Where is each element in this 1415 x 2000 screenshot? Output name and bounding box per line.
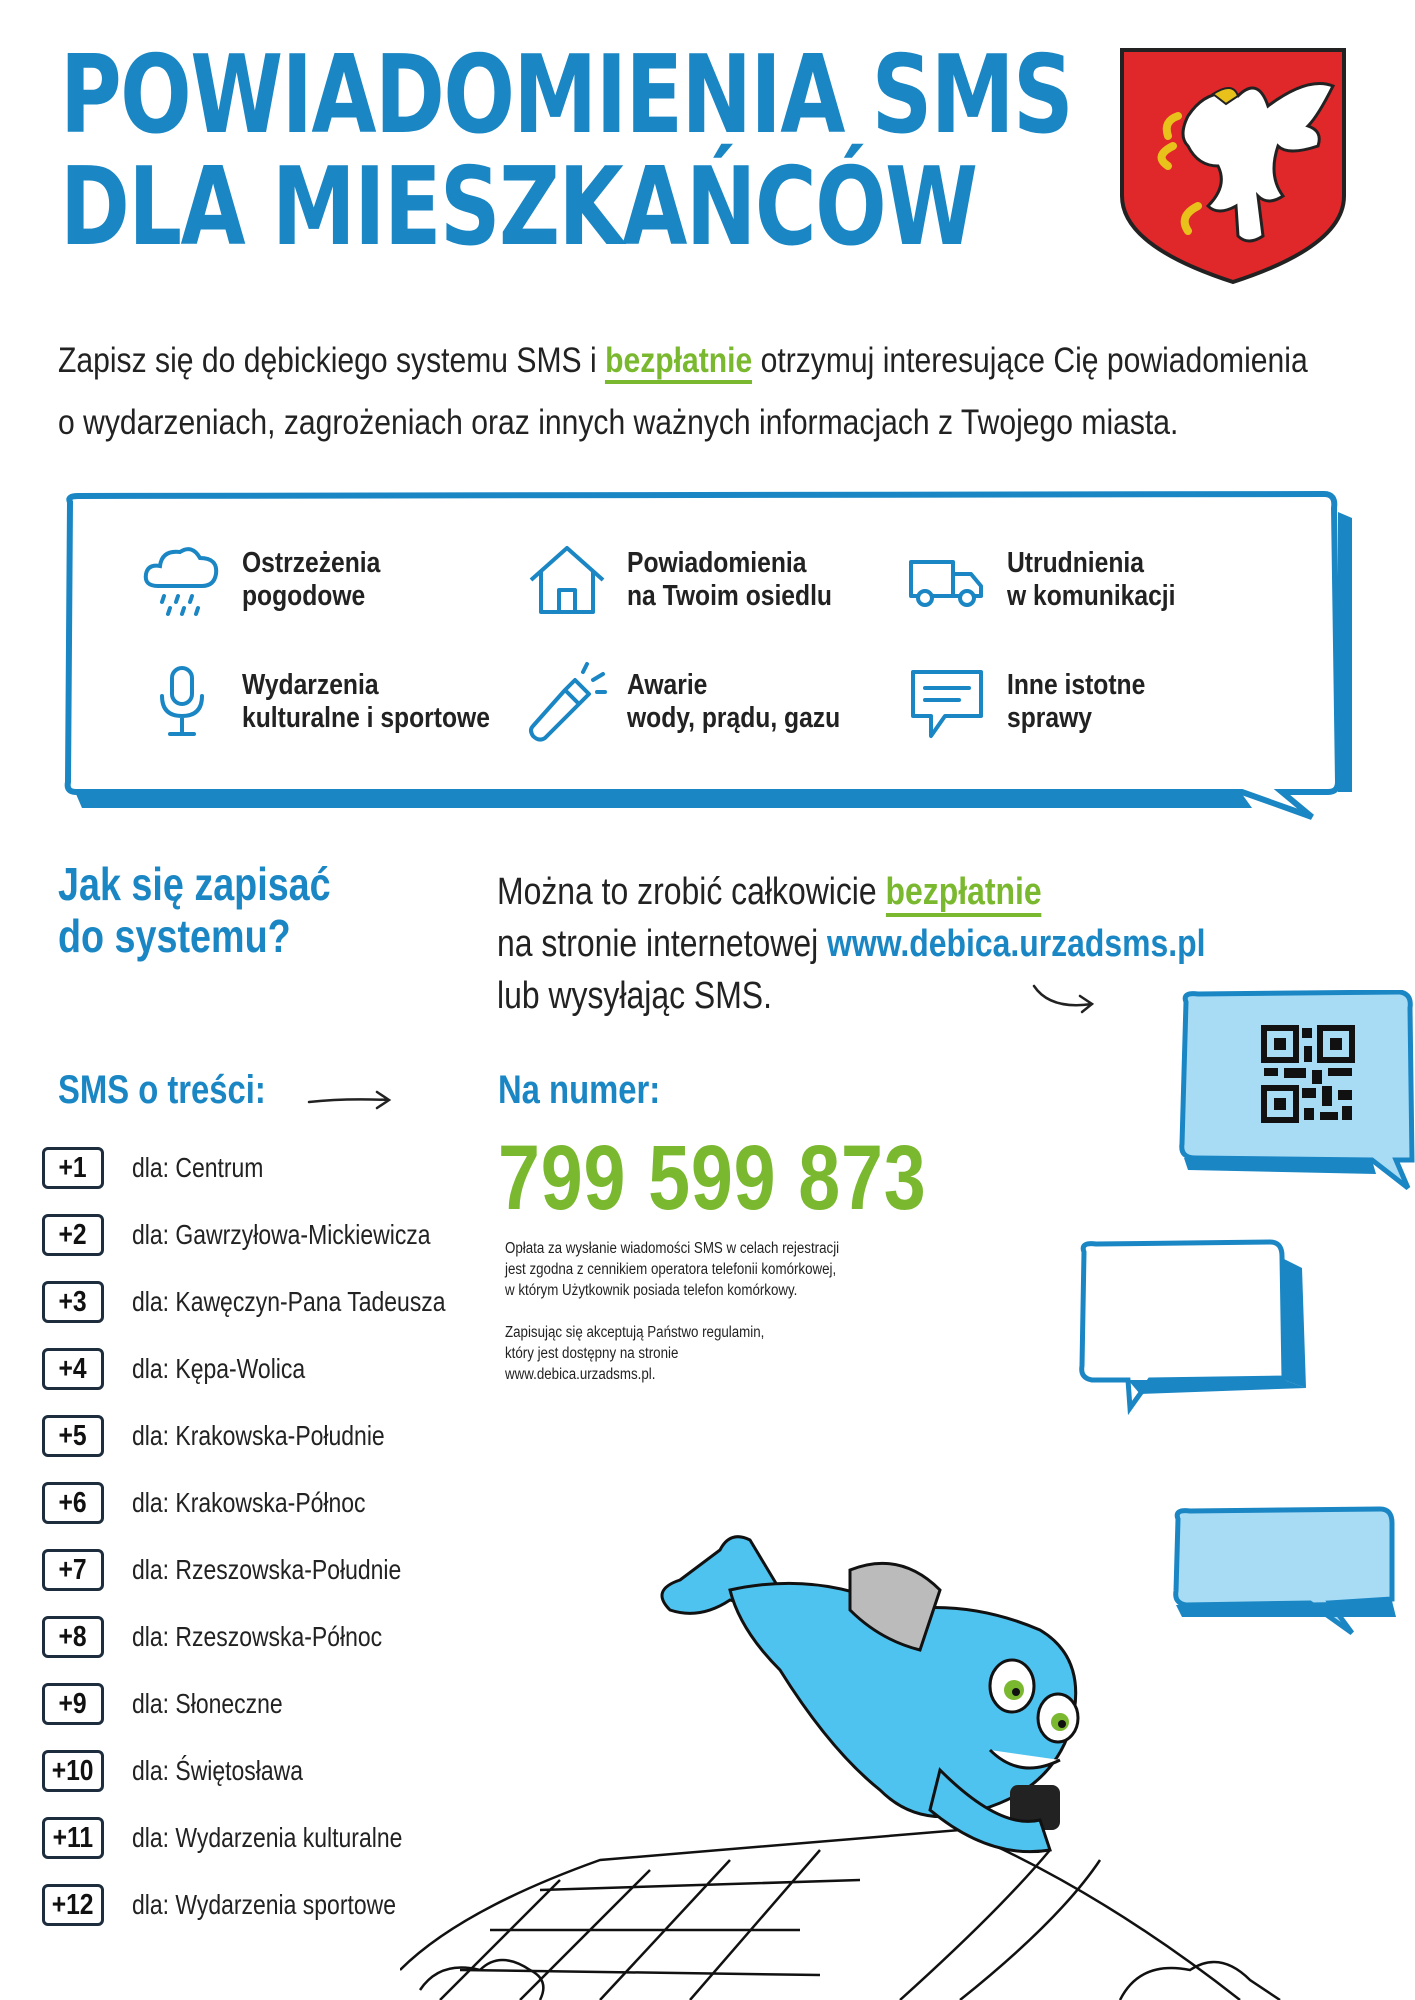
how-description [497, 866, 1211, 1022]
arrow-right-icon [305, 1086, 395, 1112]
code-row [42, 1207, 496, 1263]
sms-heading: SMS o treści: [58, 1068, 266, 1112]
fine-print-fee: Opłata za wysłanie wiadomości SMS w celach rejestracji jest zgodna z cennikiem operatora telefonii komórkowej, w którym Użytkownik posiada telefon komórkowy. [505, 1240, 840, 1299]
code-badge: +12 [42, 1884, 104, 1926]
microphone-icon [140, 660, 224, 744]
intro-text-a: Zapisz się do dębickiego systemu SMS i [58, 341, 597, 380]
intro-line-1 [58, 330, 1308, 392]
intro-text [58, 330, 1308, 454]
code-row [42, 1743, 341, 1799]
category-label: Ostrzeżenia pogodowe [242, 547, 381, 612]
skydiving-mascot-illustration [400, 1530, 1300, 2000]
cloud-rain-icon [140, 538, 224, 622]
code-badge: +3 [42, 1281, 104, 1323]
fine-print [505, 1238, 866, 1406]
code-label: dla: Wydarzenia sportowe [132, 1889, 396, 1920]
free-highlight: bezpłatnie [605, 341, 752, 384]
code-badge: +8 [42, 1616, 104, 1658]
category-events [140, 660, 542, 744]
category-failures [525, 660, 927, 744]
code-row [42, 1676, 316, 1732]
empty-speech-bubble-1 [1070, 1238, 1320, 1428]
category-traffic [905, 538, 1307, 622]
code-badge: +9 [42, 1683, 104, 1725]
code-badge: +5 [42, 1415, 104, 1457]
how-text-3: lub wysyłając SMS. [497, 975, 772, 1017]
title-line-2: DLA MIESZKAŃCÓW [60, 145, 977, 270]
category-label: Wydarzenia kulturalne i sportowe [242, 669, 490, 734]
code-label: dla: Gawrzyłowa-Mickiewicza [132, 1219, 431, 1250]
website-link[interactable]: www.debica.urzadsms.pl [827, 923, 1206, 965]
intro-text-b: otrzymuj interesujące Cię powiadomienia [760, 341, 1308, 380]
flashlight-icon [525, 660, 609, 744]
code-label: dla: Słoneczne [132, 1688, 283, 1719]
arrow-icon [1030, 980, 1100, 1020]
code-label: dla: Rzeszowska-Północ [132, 1621, 383, 1652]
code-row [42, 1140, 292, 1196]
code-label: dla: Krakowska-Południe [132, 1420, 385, 1451]
code-label: dla: Kawęczyn-Pana Tadeusza [132, 1286, 446, 1317]
code-badge: +11 [42, 1817, 104, 1859]
intro-line-2: o wydarzeniach, zagrożeniach oraz innych ważnych informacjach z Twojego miasta. [58, 403, 1179, 442]
how-text-1: Można to zrobić całkowicie [497, 871, 877, 913]
category-other [905, 660, 1307, 744]
fine-print-terms: Zapisując się akceptują Państwo regulamin, który jest dostępny na stronie www.debica.urzadsms.pl. [505, 1324, 765, 1383]
sms-number: 799 599 873 [498, 1127, 927, 1229]
house-icon [525, 538, 609, 622]
how-heading: Jak się zapisać do systemu? [58, 858, 331, 962]
code-badge: +1 [42, 1147, 104, 1189]
coat-of-arms-icon [1118, 46, 1348, 286]
category-label: Awarie wody, prądu, gazu [627, 669, 841, 734]
category-weather [140, 538, 542, 622]
title-line-1: POWIADOMIENIA SMS [60, 33, 1073, 158]
how-text-2: na stronie internetowej [497, 923, 819, 965]
code-badge: +10 [42, 1750, 104, 1792]
speech-bubble-icon [905, 660, 989, 744]
category-label: Utrudnienia w komunikacji [1007, 547, 1176, 612]
code-label: dla: Krakowska-Północ [132, 1487, 366, 1518]
code-row [42, 1609, 437, 1665]
number-heading: Na numer: [498, 1068, 661, 1112]
code-row [42, 1341, 343, 1397]
code-badge: +2 [42, 1214, 104, 1256]
qr-code-bubble [1172, 990, 1415, 1200]
code-label: dla: Świętosława [132, 1755, 304, 1786]
code-row [42, 1542, 460, 1598]
category-neighbourhood [525, 538, 927, 622]
truck-icon [905, 538, 989, 622]
code-badge: +4 [42, 1348, 104, 1390]
code-label: dla: Kępa-Wolica [132, 1353, 306, 1384]
code-row [42, 1274, 514, 1330]
code-row [42, 1877, 454, 1933]
code-row [42, 1475, 417, 1531]
code-label: dla: Wydarzenia kulturalne [132, 1822, 403, 1853]
free-highlight-2: bezpłatnie [886, 871, 1042, 917]
code-row [42, 1810, 462, 1866]
category-label: Powiadomienia na Twoim osiedlu [627, 547, 832, 612]
code-badge: +6 [42, 1482, 104, 1524]
code-row [42, 1408, 440, 1464]
code-label: dla: Centrum [132, 1152, 264, 1183]
category-label: Inne istotne sprawy [1007, 669, 1146, 734]
page-title [60, 33, 1073, 270]
code-label: dla: Rzeszowska-Południe [132, 1554, 402, 1585]
code-badge: +7 [42, 1549, 104, 1591]
